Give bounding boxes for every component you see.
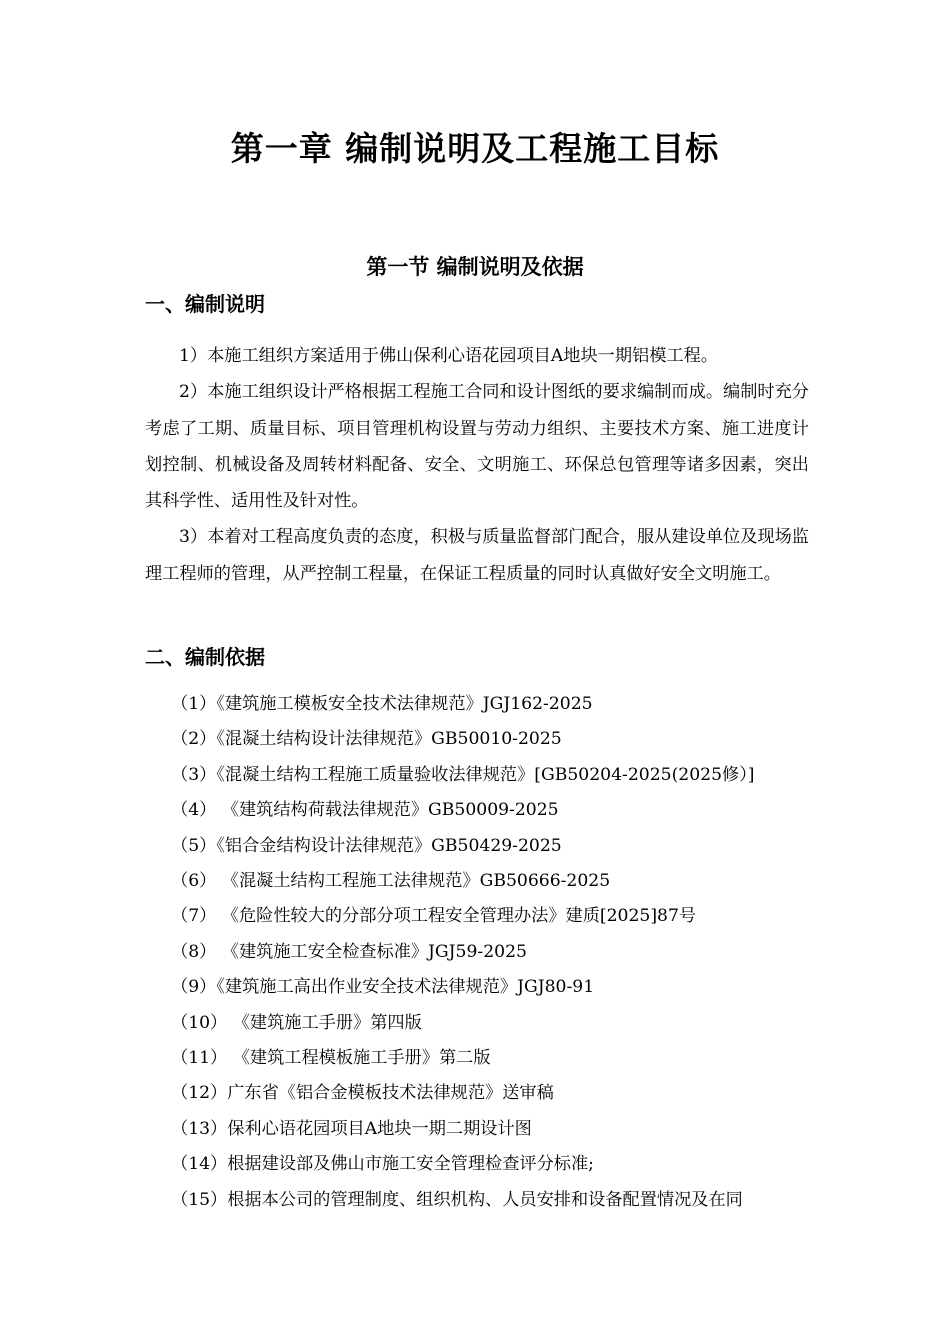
reference-item: （12）广东省《铝合金模板技术法律规范》送审稿 [171,1083,554,1104]
reference-item: （1）《建筑施工模板安全技术法律规范》JGJ162-2025 [171,694,593,714]
reference-item: （10） 《建筑施工手册》第四版 [171,1012,422,1033]
heading-compilation-basis: 二、编制依据 [145,645,265,669]
reference-item: （4） 《建筑结构荷载法律规范》GB50009-2025 [171,800,559,821]
reference-item: （3）《混凝土结构工程施工质量验收法律规范》[GB50204-2025(2025修）] [171,764,755,785]
paragraph: 2）本施工组织设计严格根据工程施工合同和设计图纸的要求编制而成。编制时充分考虑了工期、质量目标、项目管理机构设置与劳动力组织、主要技术方案、施工进度计划控制、机械设备及周转材料配备、安全、文明施工、环保总包管理等诸多因素，突出其科学性、适用性及针对性。 [145,382,809,512]
reference-item: （11） 《建筑工程模板施工手册》第二版 [171,1048,491,1069]
heading-compilation-notes: 一、编制说明 [145,292,265,316]
section-title: 第一节 编制说明及依据 [366,255,584,279]
reference-item: （9）《建筑施工高出作业安全技术法律规范》JGJ80-91 [171,977,595,998]
reference-item: （2）《混凝土结构设计法律规范》GB50010-2025 [171,729,562,750]
reference-list [171,687,816,1218]
reference-item: （5）《铝合金结构设计法律规范》GB50429-2025 [171,835,562,856]
reference-item: （15）根据本公司的管理制度、组织机构、人员安排和设备配置情况及在同 [171,1189,743,1210]
reference-item: （6） 《混凝土结构工程施工法律规范》GB50666-2025 [171,871,611,892]
reference-item: （7） 《危险性较大的分部分项工程安全管理办法》建质[2025]87号 [171,906,697,927]
reference-item: （8） 《建筑施工安全检查标准》JGJ59-2025 [171,941,527,962]
reference-item: （14）根据建设部及佛山市施工安全管理检查评分标准; [171,1154,594,1175]
chapter-title: 第一章 编制说明及工程施工目标 [230,129,720,168]
compilation-notes-body [145,338,809,592]
paragraph: 1）本施工组织方案适用于佛山保利心语花园项目A地块一期铝模工程。 [179,346,718,366]
reference-item: （13）保利心语花园项目A地块一期二期设计图 [171,1118,532,1139]
paragraph: 3）本着对工程高度负责的态度，积极与质量监督部门配合，服从建设单位及现场监理工程师的管理，从严控制工程量，在保证工程质量的同时认真做好安全文明施工。 [145,527,809,584]
